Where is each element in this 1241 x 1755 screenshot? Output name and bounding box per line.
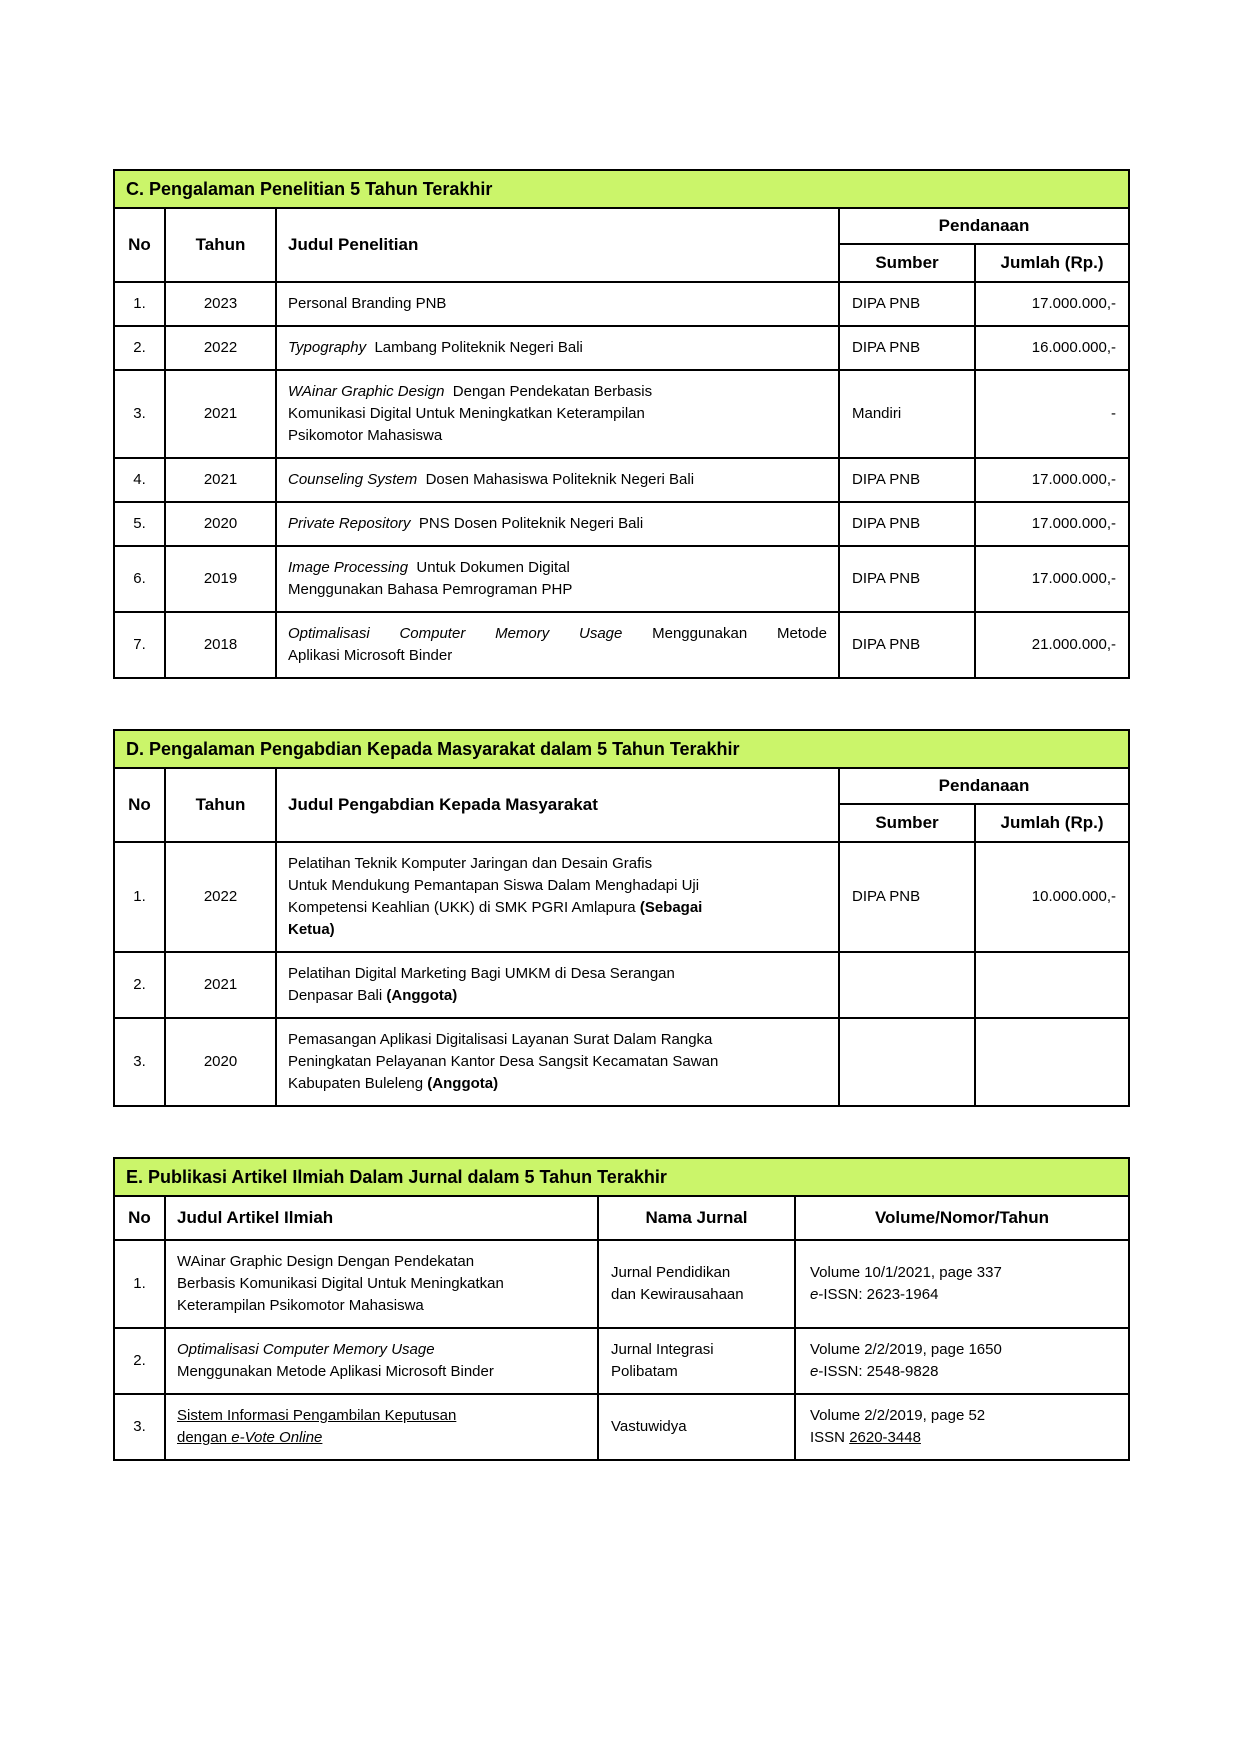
text-line [177, 1405, 586, 1427]
text-segment: WAinar Graphic Design [288, 383, 445, 400]
text-line [288, 645, 827, 667]
text-segment: Volume 2/2/2019, page 1650 [810, 1341, 1002, 1358]
volume-cell [795, 1240, 1129, 1328]
text-line [810, 1262, 1120, 1284]
journal-publications-rows [114, 1240, 1129, 1460]
year-cell: 2020 [165, 502, 276, 546]
text-segment: Untuk Mendukung Pemantapan Siswa Dalam Menghadapi Uji [288, 877, 700, 894]
section-title-row [114, 1158, 1129, 1196]
text-line [288, 381, 827, 403]
row-number-cell: 1. [114, 1240, 165, 1328]
text-segment: Pelatihan Teknik Komputer Jaringan dan Desain Grafis [288, 855, 653, 872]
funding-source-cell: Mandiri [839, 370, 975, 458]
column-header-journal-name: Nama Jurnal [598, 1196, 795, 1240]
text-segment: Volume 2/2/2019, page 52 [810, 1407, 986, 1424]
text-segment: Peningkatan Pelayanan Kantor Desa Sangsit Kecamatan Sawan [288, 1053, 719, 1070]
text-segment: Untuk Dokumen Digital [408, 559, 570, 576]
column-header-funding-source: Sumber [839, 244, 975, 282]
text-line [810, 1339, 1120, 1361]
text-line [288, 897, 827, 919]
row-number-cell: 5. [114, 502, 165, 546]
text-segment: Pelatihan Digital Marketing Bagi UMKM di Desa Serangan [288, 965, 675, 982]
text-segment: dengan [177, 1429, 232, 1446]
volume-cell [795, 1328, 1129, 1394]
title-cell [276, 326, 839, 370]
text-line [611, 1339, 786, 1361]
text-line [177, 1427, 586, 1449]
table-row [114, 458, 1129, 502]
row-number-cell: 4. [114, 458, 165, 502]
title-cell [276, 502, 839, 546]
text-line [810, 1427, 1120, 1449]
funding-source-cell: DIPA PNB [839, 842, 975, 952]
funding-source-cell: DIPA PNB [839, 546, 975, 612]
table-row [114, 1240, 1129, 1328]
funding-amount-cell: 10.000.000,- [975, 842, 1129, 952]
funding-source-cell [839, 1018, 975, 1106]
text-line [810, 1284, 1120, 1306]
text-line [177, 1339, 586, 1361]
text-line [611, 1416, 786, 1438]
text-segment: Optimalisasi Computer Memory Usage [177, 1341, 435, 1358]
title-cell [276, 282, 839, 326]
column-header-no: No [114, 768, 165, 842]
text-segment: Dengan Pendekatan Berbasis [444, 383, 653, 400]
issn-link[interactable]: 2620-3448 [849, 1429, 921, 1446]
text-segment: Image Processing [288, 559, 409, 576]
text-line [288, 1029, 827, 1051]
text-segment: e-Vote Online [231, 1429, 323, 1446]
title-cell [276, 370, 839, 458]
text-segment: Polibatam [611, 1363, 678, 1380]
column-header-funding-amount: Jumlah (Rp.) [975, 804, 1129, 842]
text-line [177, 1295, 586, 1317]
text-line [288, 985, 827, 1007]
text-line [288, 293, 827, 315]
text-line [288, 963, 827, 985]
text-segment: dan Kewirausahaan [611, 1286, 744, 1303]
year-cell: 2021 [165, 458, 276, 502]
text-segment: Sistem Informasi Pengambilan Keputusan [177, 1407, 457, 1424]
funding-amount-cell [975, 952, 1129, 1018]
column-header-row [114, 768, 1129, 804]
column-header-no: No [114, 1196, 165, 1240]
row-number-cell: 2. [114, 326, 165, 370]
text-segment: -ISSN: 2548-9828 [818, 1363, 939, 1380]
text-segment: Jurnal Pendidikan [611, 1264, 731, 1281]
text-segment: Dosen Mahasiswa Politeknik Negeri Bali [417, 471, 695, 488]
text-segment: (Sebagai [639, 899, 703, 916]
text-segment: Komunikasi Digital Untuk Meningkatkan Keterampilan [288, 405, 645, 422]
funding-amount-cell: 17.000.000,- [975, 458, 1129, 502]
table-row [114, 1394, 1129, 1460]
text-segment: Kabupaten Buleleng [288, 1075, 428, 1092]
funding-amount-cell: 21.000.000,- [975, 612, 1129, 678]
title-cell [276, 842, 839, 952]
table-row [114, 282, 1129, 326]
row-number-cell: 2. [114, 952, 165, 1018]
text-line [177, 1251, 586, 1273]
text-line [288, 1073, 827, 1095]
article-title-cell [165, 1240, 598, 1328]
text-segment: Berbasis Komunikasi Digital Untuk Meningkatkan [177, 1275, 504, 1292]
text-segment: -ISSN: 2623-1964 [818, 1286, 939, 1303]
column-header-funding-source: Sumber [839, 804, 975, 842]
text-line [288, 579, 827, 601]
funding-amount-cell: 17.000.000,- [975, 546, 1129, 612]
volume-cell [795, 1394, 1129, 1460]
table-row [114, 952, 1129, 1018]
text-segment: Counseling System [288, 471, 418, 488]
text-segment: Psikomotor Mahasiswa [288, 427, 443, 444]
text-segment: Pemasangan Aplikasi Digitalisasi Layanan Surat Dalam Rangka [288, 1031, 713, 1048]
column-header-funding-amount: Jumlah (Rp.) [975, 244, 1129, 282]
journal-name-cell [598, 1328, 795, 1394]
text-segment: Kompetensi Keahlian (UKK) di SMK PGRI Amlapura [288, 899, 640, 916]
funding-source-cell: DIPA PNB [839, 282, 975, 326]
funding-amount-cell: - [975, 370, 1129, 458]
row-number-cell: 7. [114, 612, 165, 678]
text-line [288, 919, 827, 941]
text-line [810, 1361, 1120, 1383]
text-line [177, 1361, 586, 1383]
row-number-cell: 3. [114, 370, 165, 458]
row-number-cell: 2. [114, 1328, 165, 1394]
column-header-row [114, 208, 1129, 244]
row-number-cell: 1. [114, 282, 165, 326]
row-number-cell: 1. [114, 842, 165, 952]
text-line [611, 1262, 786, 1284]
table-row [114, 612, 1129, 678]
text-segment: Denpasar Bali [288, 987, 387, 1004]
table-row [114, 842, 1129, 952]
text-line [288, 853, 827, 875]
title-cell [276, 458, 839, 502]
text-segment: Ketua) [288, 921, 335, 938]
community-service-table [113, 729, 1130, 1107]
text-segment: WAinar Graphic Design Dengan Pendekatan [177, 1253, 475, 1270]
text-segment: Keterampilan Psikomotor Mahasiswa [177, 1297, 424, 1314]
year-cell: 2018 [165, 612, 276, 678]
year-cell: 2022 [165, 326, 276, 370]
title-cell [276, 612, 839, 678]
article-link-cell[interactable] [165, 1394, 598, 1460]
table-row [114, 370, 1129, 458]
text-segment: Jurnal Integrasi [611, 1341, 714, 1358]
text-segment: Personal Branding PNB [288, 295, 447, 312]
table-row [114, 1018, 1129, 1106]
text-line [288, 1051, 827, 1073]
research-experience-table [113, 169, 1130, 679]
journal-publications-table [113, 1157, 1130, 1461]
text-line [288, 469, 827, 491]
text-segment: Vastuwidya [611, 1418, 687, 1435]
funding-source-cell [839, 952, 975, 1018]
row-number-cell: 3. [114, 1394, 165, 1460]
funding-source-cell: DIPA PNB [839, 326, 975, 370]
table-row [114, 1328, 1129, 1394]
funding-amount-cell [975, 1018, 1129, 1106]
table-row [114, 502, 1129, 546]
funding-source-cell: DIPA PNB [839, 458, 975, 502]
text-segment: Menggunakan Metode Aplikasi Microsoft Binder [177, 1363, 494, 1380]
title-cell [276, 952, 839, 1018]
year-cell: 2021 [165, 952, 276, 1018]
year-cell: 2022 [165, 842, 276, 952]
text-line [288, 875, 827, 897]
column-header-volume: Volume/Nomor/Tahun [795, 1196, 1129, 1240]
funding-amount-cell: 17.000.000,- [975, 502, 1129, 546]
text-segment: (Anggota) [427, 1075, 499, 1092]
row-number-cell: 3. [114, 1018, 165, 1106]
journal-name-cell [598, 1394, 795, 1460]
text-segment: Menggunakan Bahasa Pemrograman PHP [288, 581, 573, 598]
text-segment: Lambang Politeknik Negeri Bali [366, 339, 583, 356]
table-row [114, 326, 1129, 370]
column-header-research-title: Judul Penelitian [276, 208, 839, 282]
column-header-year: Tahun [165, 208, 276, 282]
section-c-title: C. Pengalaman Penelitian 5 Tahun Terakhir [114, 170, 1129, 208]
year-cell: 2023 [165, 282, 276, 326]
year-cell: 2021 [165, 370, 276, 458]
article-title-cell [165, 1328, 598, 1394]
column-header-funding-group: Pendanaan [839, 208, 1129, 244]
text-segment: Volume 10/1/2021, page 337 [810, 1264, 1002, 1281]
text-segment: e [810, 1286, 819, 1303]
text-line [288, 425, 827, 447]
text-line [288, 513, 827, 535]
column-header-service-title: Judul Pengabdian Kepada Masyarakat [276, 768, 839, 842]
column-header-row [114, 1196, 1129, 1240]
funding-amount-cell: 17.000.000,- [975, 282, 1129, 326]
research-experience-rows [114, 282, 1129, 678]
text-segment: Private Repository [288, 515, 411, 532]
section-e-title: E. Publikasi Artikel Ilmiah Dalam Jurnal dalam 5 Tahun Terakhir [114, 1158, 1129, 1196]
text-segment: Typography [288, 339, 367, 356]
column-header-no: No [114, 208, 165, 282]
text-segment: Optimalisasi Computer Memory Usage [288, 625, 623, 642]
section-d-title: D. Pengalaman Pengabdian Kepada Masyarakat dalam 5 Tahun Terakhir [114, 730, 1129, 768]
column-header-funding-group: Pendanaan [839, 768, 1129, 804]
row-number-cell: 6. [114, 546, 165, 612]
funding-source-cell: DIPA PNB [839, 612, 975, 678]
funding-source-cell: DIPA PNB [839, 502, 975, 546]
text-line [810, 1405, 1120, 1427]
text-segment: Menggunakan Metode [622, 625, 827, 642]
text-segment: Aplikasi Microsoft Binder [288, 647, 453, 664]
title-cell [276, 546, 839, 612]
text-line [611, 1284, 786, 1306]
text-line [288, 337, 827, 359]
text-segment: (Anggota) [386, 987, 458, 1004]
year-cell: 2019 [165, 546, 276, 612]
text-line [288, 403, 827, 425]
column-header-year: Tahun [165, 768, 276, 842]
section-title-row [114, 170, 1129, 208]
title-cell [276, 1018, 839, 1106]
text-line [177, 1273, 586, 1295]
text-segment: ISSN [810, 1429, 850, 1446]
community-service-rows [114, 842, 1129, 1106]
year-cell: 2020 [165, 1018, 276, 1106]
journal-name-cell [598, 1240, 795, 1328]
text-segment: e [810, 1363, 819, 1380]
text-line [611, 1361, 786, 1383]
section-title-row [114, 730, 1129, 768]
text-segment: PNS Dosen Politeknik Negeri Bali [410, 515, 644, 532]
column-header-article-title: Judul Artikel Ilmiah [165, 1196, 598, 1240]
text-line [288, 557, 827, 579]
table-row [114, 546, 1129, 612]
funding-amount-cell: 16.000.000,- [975, 326, 1129, 370]
text-line [288, 623, 827, 645]
